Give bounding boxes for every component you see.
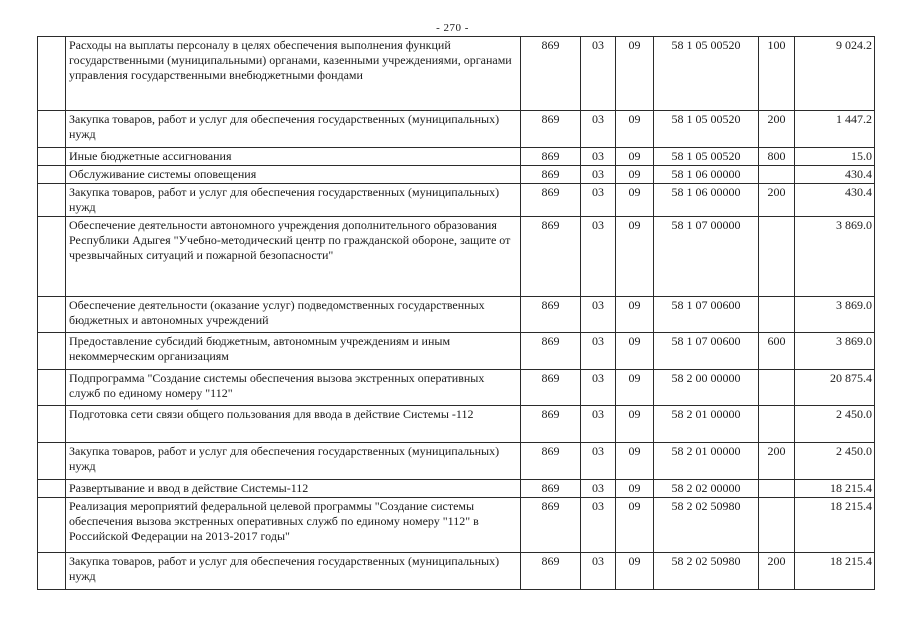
cell-ved: 869: [521, 37, 581, 111]
table-row: [38, 498, 875, 553]
cell-vr: [759, 370, 795, 406]
cell-name: Подпрограмма "Создание системы обеспечения вызова экстренных оперативных служб по единому номеру "112": [66, 370, 521, 406]
cell-sum: 9 024.2: [795, 37, 875, 111]
row-blank-cell: [38, 406, 66, 443]
table-row: [38, 184, 875, 217]
cell-csr: 58 1 06 00000: [654, 166, 759, 184]
cell-sum: 3 869.0: [795, 217, 875, 297]
cell-csr: 58 1 05 00520: [654, 37, 759, 111]
cell-sum: 15.0: [795, 148, 875, 166]
row-blank-cell: [38, 184, 66, 217]
cell-name: Подготовка сети связи общего пользования для ввода в действие Системы -112: [66, 406, 521, 443]
cell-sum: 2 450.0: [795, 406, 875, 443]
cell-rz: 03: [581, 553, 616, 590]
cell-sum: 430.4: [795, 166, 875, 184]
cell-vr: [759, 498, 795, 553]
cell-rz: 03: [581, 443, 616, 480]
cell-vr: [759, 297, 795, 333]
cell-rz: 03: [581, 498, 616, 553]
table-row: [38, 297, 875, 333]
cell-rz: 03: [581, 217, 616, 297]
cell-ved: 869: [521, 111, 581, 148]
cell-rz: 03: [581, 480, 616, 498]
cell-name: Предоставление субсидий бюджетным, автономным учреждениям и иным некоммерческим организациям: [66, 333, 521, 370]
cell-name: Закупка товаров, работ и услуг для обеспечения государственных (муниципальных) нужд: [66, 443, 521, 480]
cell-name: Обеспечение деятельности автономного учреждения дополнительного образования Республики Адыгея "Учебно-методический центр по гражданской обороне, защите от чрезвычайных ситуаций и пожарной безопасности": [66, 217, 521, 297]
cell-pr: 09: [616, 406, 654, 443]
cell-vr: 600: [759, 333, 795, 370]
cell-csr: 58 1 05 00520: [654, 148, 759, 166]
cell-ved: 869: [521, 166, 581, 184]
cell-pr: 09: [616, 37, 654, 111]
cell-csr: 58 2 00 00000: [654, 370, 759, 406]
cell-pr: 09: [616, 333, 654, 370]
cell-name: Развертывание и ввод в действие Системы-112: [66, 480, 521, 498]
cell-csr: 58 1 07 00000: [654, 217, 759, 297]
table-row: [38, 553, 875, 590]
cell-rz: 03: [581, 184, 616, 217]
row-blank-cell: [38, 480, 66, 498]
cell-name: Закупка товаров, работ и услуг для обеспечения государственных (муниципальных) нужд: [66, 553, 521, 590]
cell-pr: 09: [616, 370, 654, 406]
cell-pr: 09: [616, 553, 654, 590]
cell-vr: [759, 406, 795, 443]
row-blank-cell: [38, 370, 66, 406]
cell-csr: 58 2 01 00000: [654, 443, 759, 480]
cell-csr: 58 1 05 00520: [654, 111, 759, 148]
row-blank-cell: [38, 553, 66, 590]
cell-pr: 09: [616, 217, 654, 297]
cell-sum: 1 447.2: [795, 111, 875, 148]
page-number: - 270 -: [436, 22, 469, 34]
cell-csr: 58 2 02 50980: [654, 553, 759, 590]
cell-rz: 03: [581, 148, 616, 166]
cell-vr: [759, 217, 795, 297]
cell-ved: 869: [521, 553, 581, 590]
cell-ved: 869: [521, 480, 581, 498]
cell-name: Расходы на выплаты персоналу в целях обеспечения выполнения функций государственными (муниципальными) органами, казенными учреждениями, органами управления государственными внебюджетными фондами: [66, 37, 521, 111]
cell-sum: 3 869.0: [795, 297, 875, 333]
cell-rz: 03: [581, 297, 616, 333]
cell-ved: 869: [521, 406, 581, 443]
row-blank-cell: [38, 37, 66, 111]
row-blank-cell: [38, 148, 66, 166]
cell-ved: 869: [521, 443, 581, 480]
row-blank-cell: [38, 111, 66, 148]
cell-csr: 58 2 01 00000: [654, 406, 759, 443]
cell-rz: 03: [581, 37, 616, 111]
cell-ved: 869: [521, 148, 581, 166]
cell-ved: 869: [521, 297, 581, 333]
budget-table: [37, 36, 875, 590]
cell-sum: 430.4: [795, 184, 875, 217]
table-row: [38, 148, 875, 166]
row-blank-cell: [38, 217, 66, 297]
cell-vr: 200: [759, 184, 795, 217]
cell-pr: 09: [616, 443, 654, 480]
cell-rz: 03: [581, 370, 616, 406]
cell-name: Закупка товаров, работ и услуг для обеспечения государственных (муниципальных) нужд: [66, 111, 521, 148]
cell-pr: 09: [616, 498, 654, 553]
cell-csr: 58 1 07 00600: [654, 333, 759, 370]
cell-vr: [759, 166, 795, 184]
table-row: [38, 406, 875, 443]
row-blank-cell: [38, 297, 66, 333]
cell-ved: 869: [521, 498, 581, 553]
table-row: [38, 111, 875, 148]
cell-pr: 09: [616, 111, 654, 148]
row-blank-cell: [38, 166, 66, 184]
cell-vr: 800: [759, 148, 795, 166]
cell-csr: 58 2 02 00000: [654, 480, 759, 498]
cell-name: Обслуживание системы оповещения: [66, 166, 521, 184]
cell-pr: 09: [616, 166, 654, 184]
cell-name: Реализация мероприятий федеральной целевой программы "Создание системы обеспечения вызова экстренных оперативных служб по единому номеру "112" в Российской Федерации на 2013-2017 годы": [66, 498, 521, 553]
cell-vr: 200: [759, 111, 795, 148]
table-row: [38, 37, 875, 111]
cell-csr: 58 2 02 50980: [654, 498, 759, 553]
cell-rz: 03: [581, 333, 616, 370]
table-row: [38, 480, 875, 498]
cell-name: Иные бюджетные ассигнования: [66, 148, 521, 166]
cell-pr: 09: [616, 148, 654, 166]
cell-csr: 58 1 07 00600: [654, 297, 759, 333]
cell-sum: 3 869.0: [795, 333, 875, 370]
cell-rz: 03: [581, 406, 616, 443]
cell-sum: 18 215.4: [795, 480, 875, 498]
cell-ved: 869: [521, 370, 581, 406]
cell-rz: 03: [581, 111, 616, 148]
cell-rz: 03: [581, 166, 616, 184]
cell-vr: [759, 480, 795, 498]
cell-name: Закупка товаров, работ и услуг для обеспечения государственных (муниципальных) нужд: [66, 184, 521, 217]
cell-ved: 869: [521, 184, 581, 217]
row-blank-cell: [38, 443, 66, 480]
cell-pr: 09: [616, 297, 654, 333]
cell-pr: 09: [616, 184, 654, 217]
cell-pr: 09: [616, 480, 654, 498]
cell-name: Обеспечение деятельности (оказание услуг) подведомственных государственных бюджетных и автономных учреждений: [66, 297, 521, 333]
table-row: [38, 217, 875, 297]
table-row: [38, 443, 875, 480]
cell-csr: 58 1 06 00000: [654, 184, 759, 217]
cell-sum: 2 450.0: [795, 443, 875, 480]
cell-sum: 20 875.4: [795, 370, 875, 406]
table-body: [38, 37, 875, 590]
cell-sum: 18 215.4: [795, 498, 875, 553]
row-blank-cell: [38, 498, 66, 553]
cell-vr: 200: [759, 553, 795, 590]
cell-sum: 18 215.4: [795, 553, 875, 590]
table-row: [38, 370, 875, 406]
row-blank-cell: [38, 333, 66, 370]
table-row: [38, 333, 875, 370]
cell-ved: 869: [521, 217, 581, 297]
table-row: [38, 166, 875, 184]
cell-vr: 100: [759, 37, 795, 111]
cell-vr: 200: [759, 443, 795, 480]
cell-ved: 869: [521, 333, 581, 370]
